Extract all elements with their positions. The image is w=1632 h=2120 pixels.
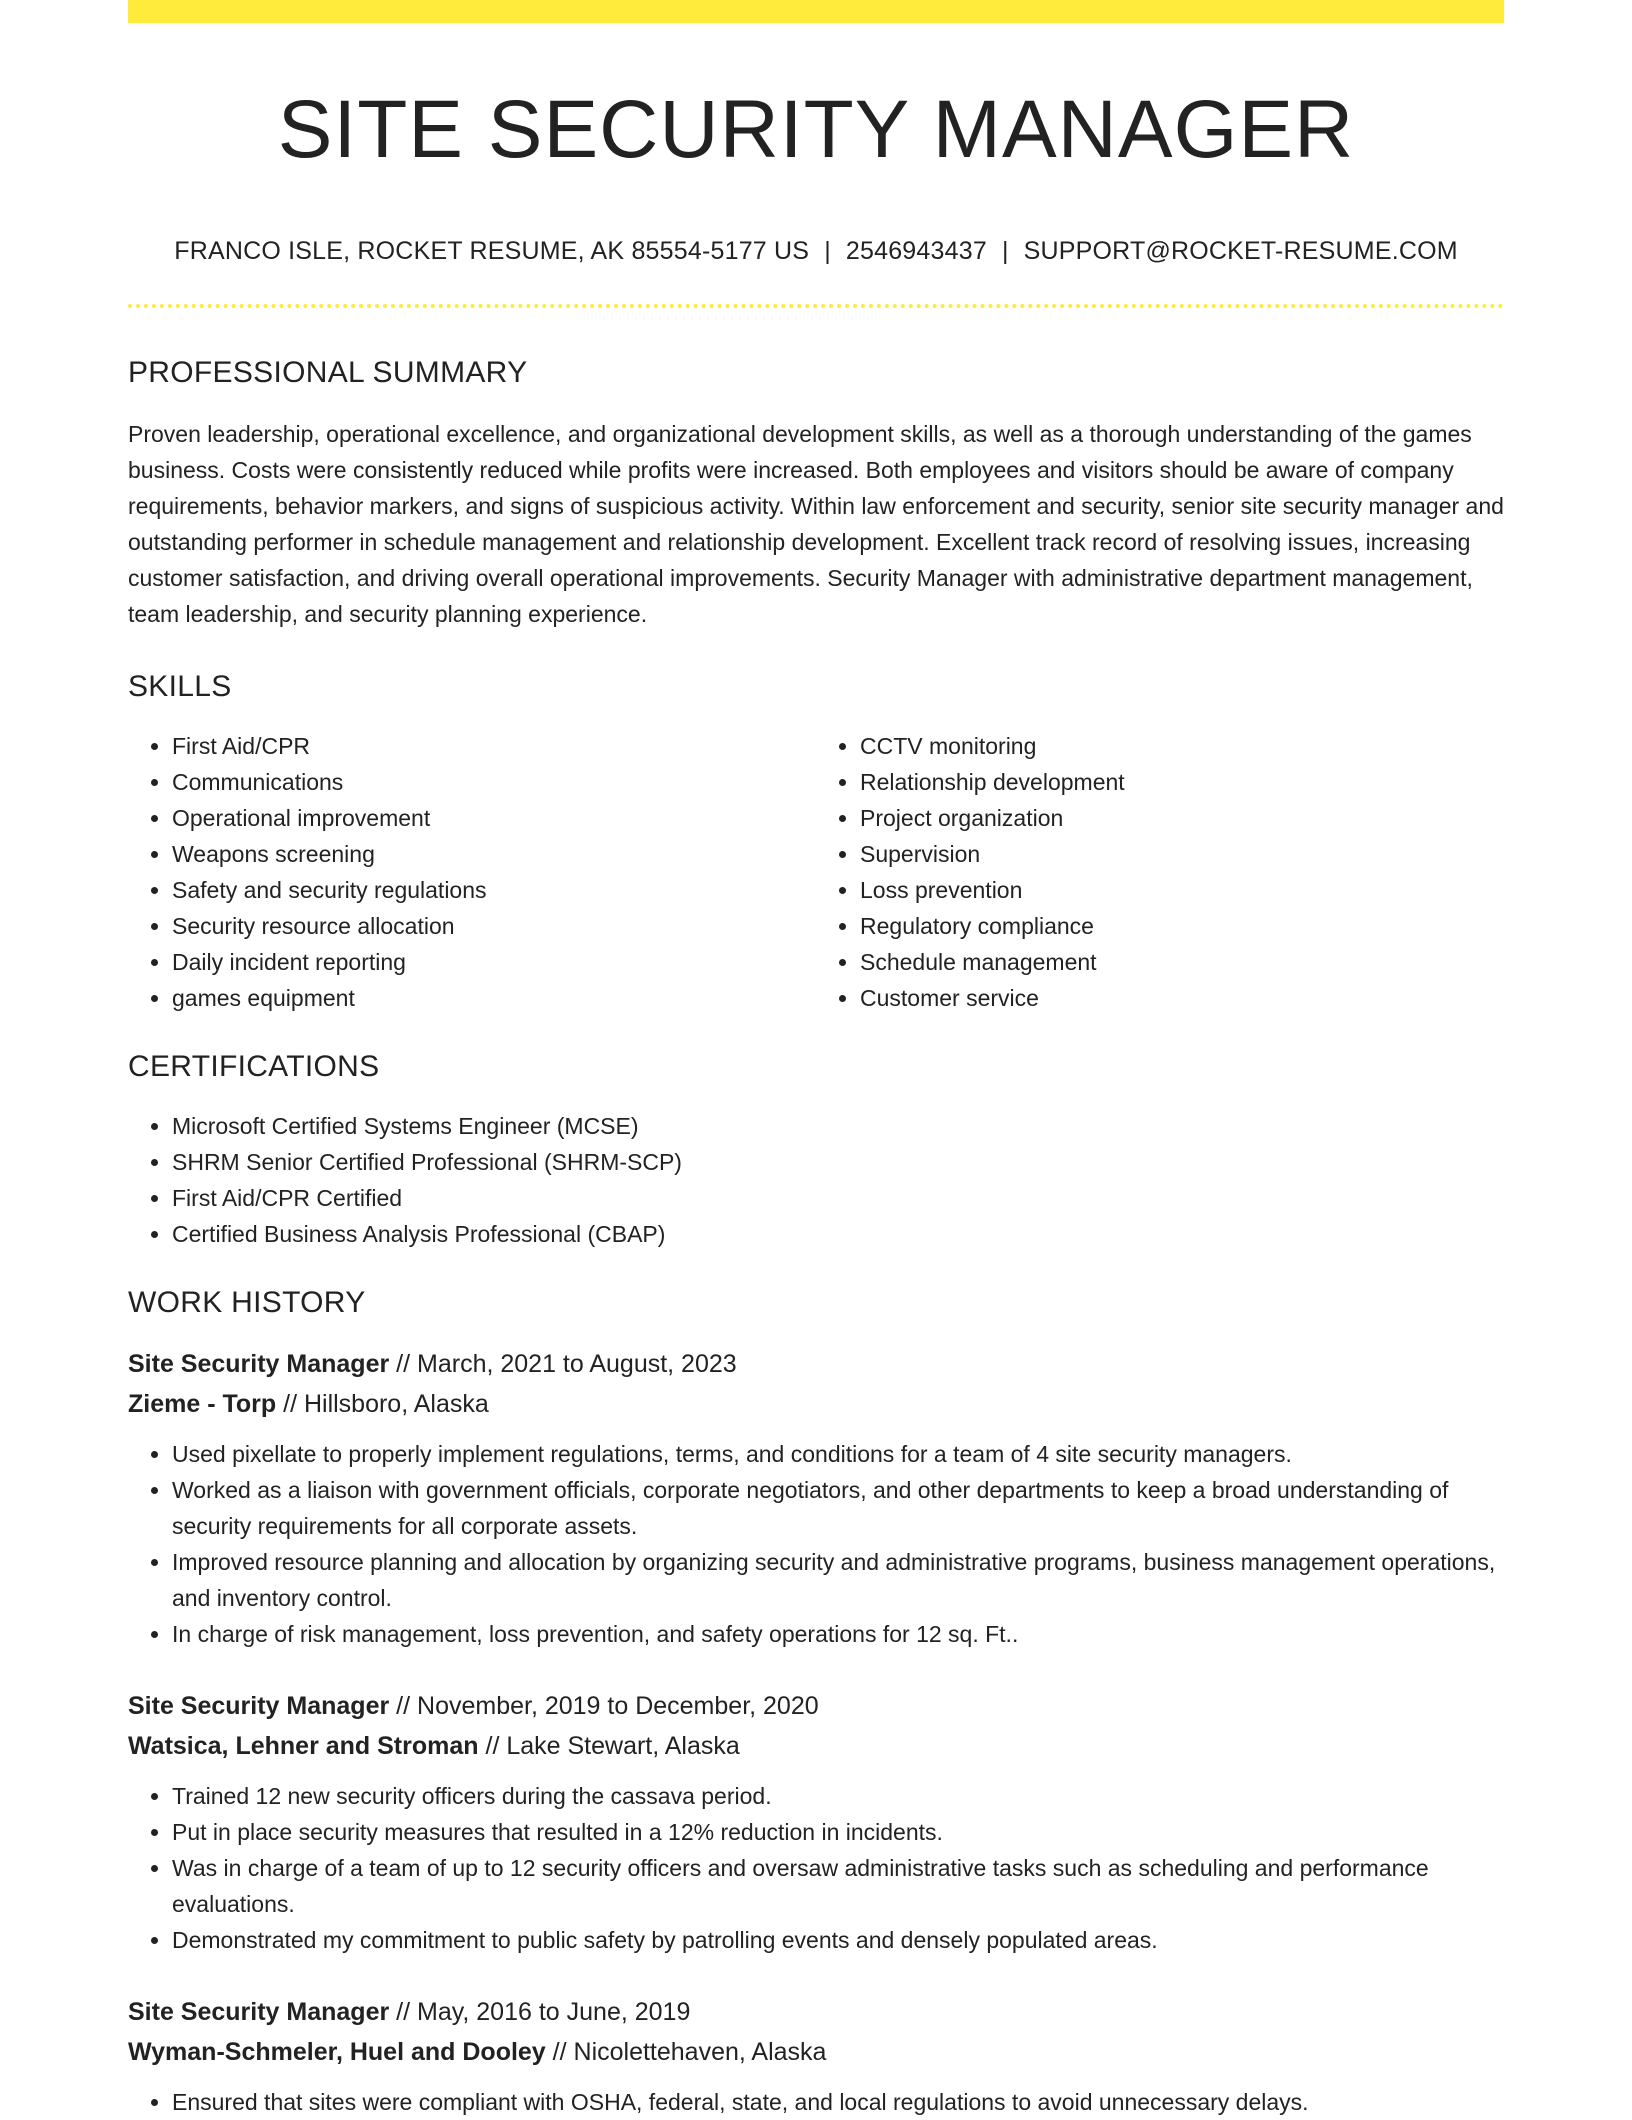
job-title-line — [128, 1344, 1504, 1384]
job-company-line — [128, 2032, 1504, 2072]
job-bullets — [128, 1436, 1504, 1652]
contact-phone: 2546943437 — [845, 237, 987, 265]
skills-list-right — [816, 728, 1504, 1016]
skill-item: • Regulatory compliance — [860, 908, 1504, 944]
job-dates: // March, 2021 to August, 2023 — [396, 1350, 737, 1378]
skill-item: • Operational improvement — [172, 800, 816, 836]
job-bullet: • Worked as a liaison with government officials, corporate negotiators, and other departments to keep a broad understanding of security requirements for all corporate assets. — [172, 1472, 1504, 1544]
skill-item: • Schedule management — [860, 944, 1504, 980]
job-bullet: • Ensured that sites were compliant with OSHA, federal, state, and local regulations to avoid unnecessary delays. — [172, 2084, 1504, 2120]
job-company: Wyman-Schmeler, Huel and Dooley — [128, 2038, 546, 2066]
skill-item: • Loss prevention — [860, 872, 1504, 908]
job-location: // Hillsboro, Alaska — [283, 1390, 489, 1418]
skill-item: • games equipment — [172, 980, 816, 1016]
certification-item: • Certified Business Analysis Professional (CBAP) — [172, 1216, 1504, 1252]
job-company: Zieme - Torp — [128, 1390, 277, 1418]
job-title: Site Security Manager — [128, 1350, 390, 1378]
contact-separator: | — [1001, 237, 1009, 265]
job-entry — [128, 1344, 1504, 1652]
certification-item: • First Aid/CPR Certified — [172, 1180, 1504, 1216]
resume-title: SITE SECURITY MANAGER — [277, 84, 1355, 175]
job-title-line — [128, 1686, 1504, 1726]
skill-item: • Security resource allocation — [172, 908, 816, 944]
contact-email: SUPPORT@ROCKET-RESUME.COM — [1023, 237, 1458, 265]
job-title: Site Security Manager — [128, 1998, 390, 2026]
contact-address: FRANCO ISLE, ROCKET RESUME, AK 85554-5177 US — [174, 237, 810, 265]
accent-top-bar — [128, 0, 1504, 23]
job-bullets — [128, 2084, 1504, 2120]
skill-item: • Supervision — [860, 836, 1504, 872]
job-entry — [128, 1992, 1504, 2120]
job-bullet: • In charge of risk management, loss prevention, and safety operations for 12 sq. Ft.. — [172, 1616, 1504, 1652]
summary-heading: PROFESSIONAL SUMMARY — [128, 356, 528, 389]
skills-heading: SKILLS — [128, 670, 232, 703]
job-dates: // November, 2019 to December, 2020 — [396, 1692, 819, 1720]
job-title-line — [128, 1992, 1504, 2032]
skill-item: • Safety and security regulations — [172, 872, 816, 908]
skill-item: • CCTV monitoring — [860, 728, 1504, 764]
job-bullet: • Was in charge of a team of up to 12 security officers and oversaw administrative tasks such as scheduling and performance evaluations. — [172, 1850, 1504, 1922]
job-company-line — [128, 1384, 1504, 1424]
certification-item: • SHRM Senior Certified Professional (SHRM-SCP) — [172, 1144, 1504, 1180]
job-bullet: • Demonstrated my commitment to public safety by patrolling events and densely populated areas. — [172, 1922, 1504, 1958]
job-bullet: • Improved resource planning and allocation by organizing security and administrative programs, business management operations, and inventory control. — [172, 1544, 1504, 1616]
contact-line — [128, 239, 1504, 264]
job-bullet: • Put in place security measures that resulted in a 12% reduction in incidents. — [172, 1814, 1504, 1850]
job-entry — [128, 1686, 1504, 1958]
skill-item: • Communications — [172, 764, 816, 800]
skills-columns — [128, 728, 1504, 1016]
skill-item: • Relationship development — [860, 764, 1504, 800]
work-history-heading: WORK HISTORY — [128, 1286, 366, 1319]
summary-text: Proven leadership, operational excellence, and organizational development skills, as well as a thorough understanding of the games business. Costs were consistently reduced while profits were increased. Both employees and visitors should be aware of company requirements, behavior markers, and signs of suspicious activity. Within law enforcement and security, senior site security manager and outstanding performer in schedule management and relationship development. Excellent track record of resolving issues, increasing customer satisfaction, and driving overall operational improvements. Security Manager with administrative department management, team leadership, and security planning experience. — [128, 421, 1504, 627]
skill-item: • Project organization — [860, 800, 1504, 836]
resume-page — [128, 0, 1504, 2120]
certifications-heading: CERTIFICATIONS — [128, 1050, 380, 1083]
job-company: Watsica, Lehner and Stroman — [128, 1732, 479, 1760]
skill-item: • First Aid/CPR — [172, 728, 816, 764]
skill-item: • Customer service — [860, 980, 1504, 1016]
job-dates: // May, 2016 to June, 2019 — [396, 1998, 691, 2026]
skill-item: • Weapons screening — [172, 836, 816, 872]
job-location: // Lake Stewart, Alaska — [485, 1732, 740, 1760]
certification-item: • Microsoft Certified Systems Engineer (MCSE) — [172, 1108, 1504, 1144]
job-title: Site Security Manager — [128, 1692, 390, 1720]
job-location: // Nicolettehaven, Alaska — [552, 2038, 827, 2066]
job-bullet: • Trained 12 new security officers during the cassava period. — [172, 1778, 1504, 1814]
skill-item: • Daily incident reporting — [172, 944, 816, 980]
job-bullet: • Used pixellate to properly implement regulations, terms, and conditions for a team of 4 site security managers. — [172, 1436, 1504, 1472]
job-bullets — [128, 1778, 1504, 1958]
skills-list-left — [128, 728, 816, 1016]
dotted-divider — [128, 304, 1504, 308]
job-company-line — [128, 1726, 1504, 1766]
certifications-list — [128, 1108, 1504, 1252]
contact-separator: | — [824, 237, 831, 265]
